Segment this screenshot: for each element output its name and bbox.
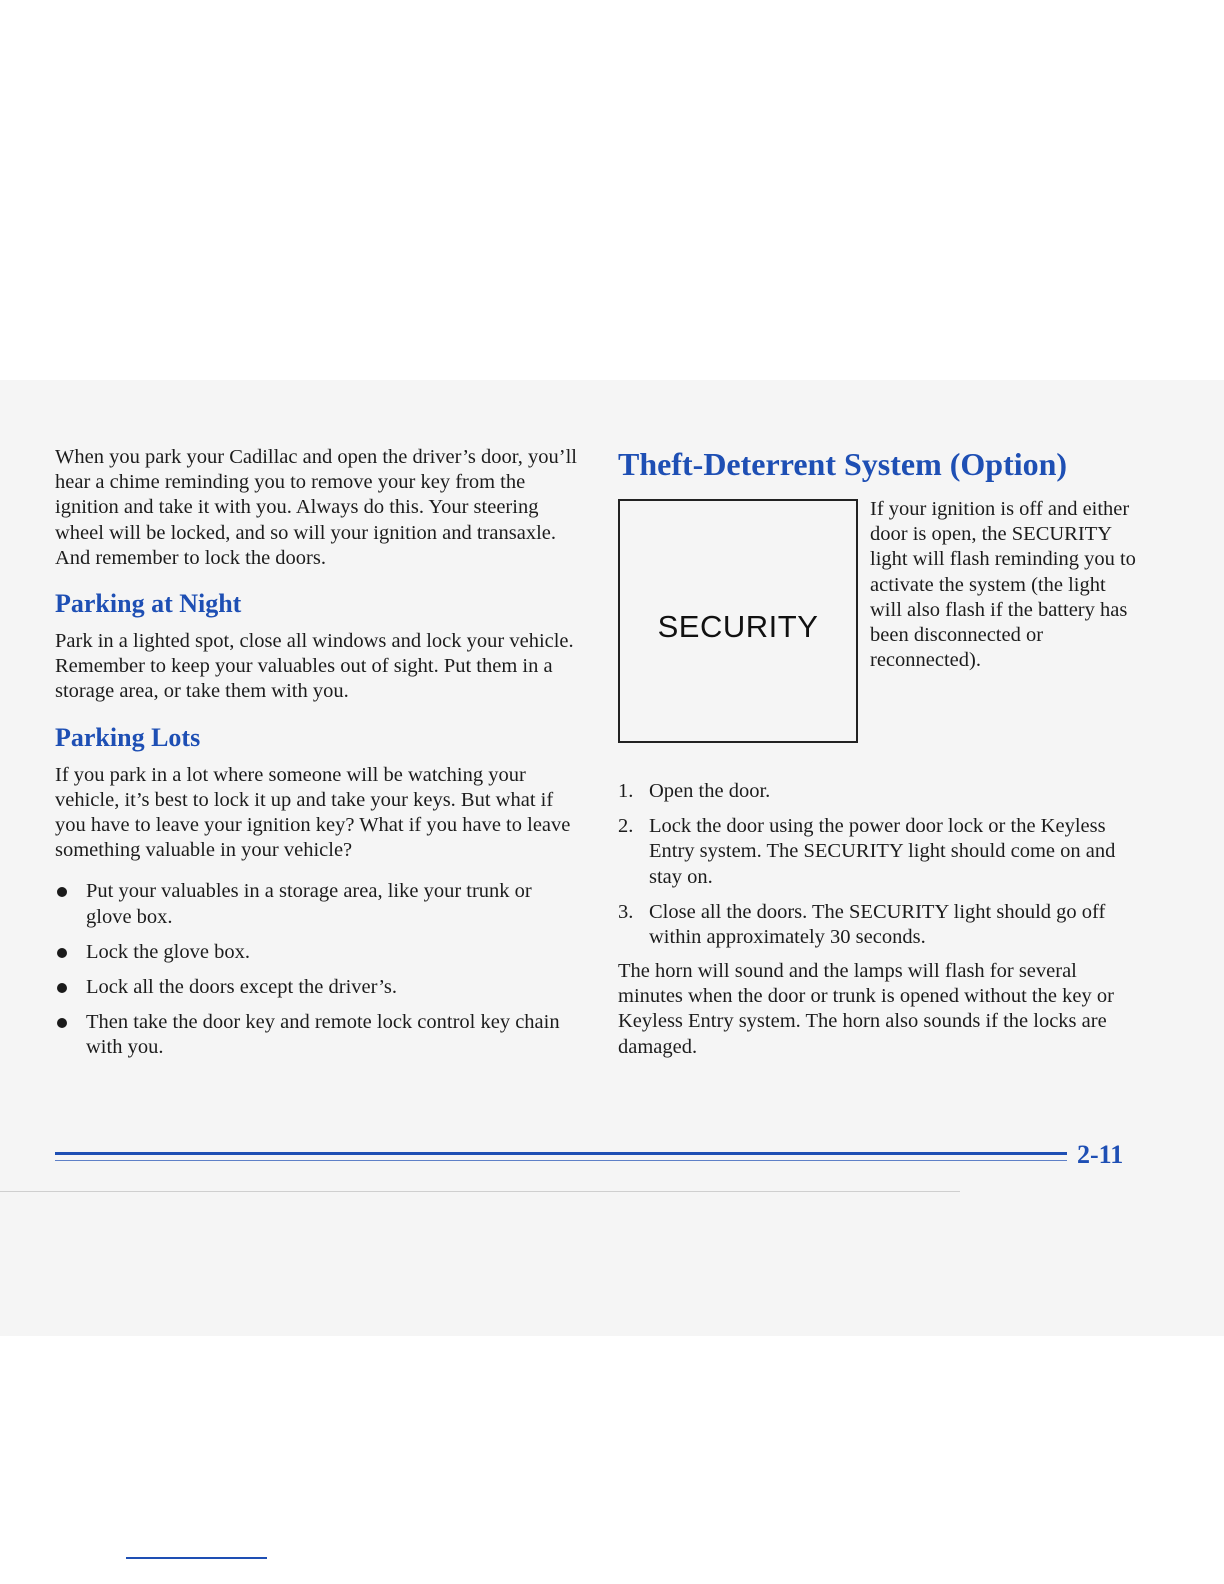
parking-lots-heading: Parking Lots — [55, 722, 201, 752]
security-light-label: SECURITY — [657, 609, 819, 644]
page-number: 2-11 — [1077, 1140, 1124, 1169]
steps-list — [618, 779, 1138, 960]
bullet-icon — [57, 1018, 67, 1028]
list-item: 2. Lock the door using the power door lock or the Keyless Entry system. The SECURITY light should come on and stay on. — [618, 815, 1116, 888]
divider — [126, 1557, 267, 1559]
security-description: If your ignition is off and either door is open, the SECURITY light will flash reminding you to activate the system (the light will also flash if the battery has been disconnected or reconnected). — [870, 498, 1136, 672]
tips-list — [55, 879, 580, 1060]
list-item: Then take the door key and remote lock control key chain with you. — [55, 1010, 580, 1060]
list-item: 3. Close all the doors. The SECURITY light should go off within approximately 30 seconds. — [618, 900, 1106, 949]
bullet-icon — [57, 948, 67, 958]
parking-at-night-heading: Parking at Night — [55, 589, 242, 619]
footer-rule — [55, 1152, 1067, 1155]
bullet-icon — [57, 887, 67, 897]
horn-paragraph: The horn will sound and the lamps will flash for several minutes when the door or trunk is opened without the key or Keyless Entry system. The horn also sounds if the locks are damaged. — [618, 960, 1114, 1058]
list-item: Lock the glove box. — [55, 940, 580, 965]
intro-paragraph: When you park your Cadillac and open the driver’s door, you’ll hear a chime reminding you to remove your key from the ignition and take it with you. Always do this. Your steering wheel will be locked, and so will your ignition and transaxle. And remember to lock the doors. — [55, 446, 577, 569]
footer-rule-thin — [55, 1160, 1067, 1161]
right-column — [618, 445, 1138, 1085]
theft-deterrent-heading: Theft-Deterrent System (Option) — [618, 446, 1068, 482]
left-column — [55, 445, 580, 1071]
list-item: Lock all the doors except the driver’s. — [55, 975, 580, 1000]
divider — [0, 1191, 960, 1192]
list-item: Put your valuables in a storage area, like your trunk or glove box. — [55, 879, 580, 929]
parking-at-night-paragraph: Park in a lighted spot, close all windows and lock your vehicle. Remember to keep your valuables out of sight. Put them in a storage area, or take them with you. — [55, 630, 574, 703]
security-light-illustration — [618, 499, 858, 743]
bullet-icon — [57, 983, 67, 993]
list-item: 1. Open the door. — [618, 780, 771, 802]
parking-lots-paragraph: If you park in a lot where someone will be watching your vehicle, it’s best to lock it up and take your keys. But what if you have to leave your ignition key? What if you have to leave something valuable in your vehicle? — [55, 763, 571, 862]
